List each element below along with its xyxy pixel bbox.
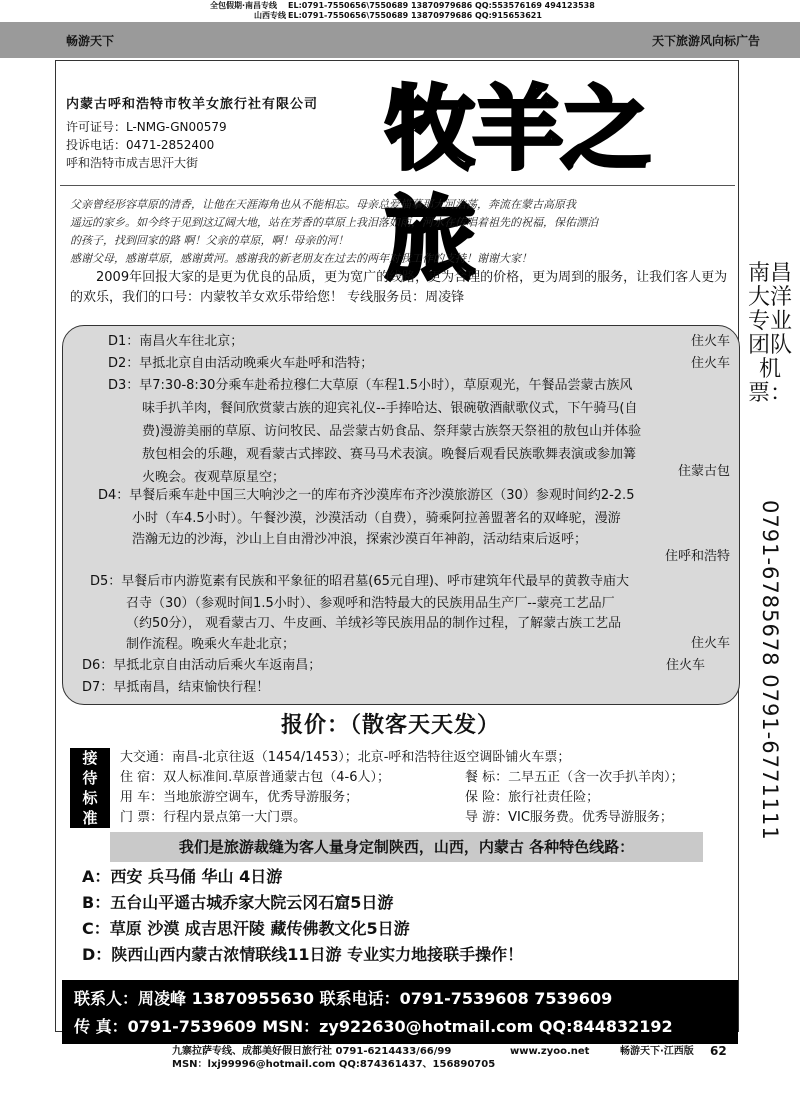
itinerary-d5-line3: （约50分）， 观看蒙古刀、牛皮画、羊绒衫等民族用品的制作过程，了解蒙古族工艺品 [126,616,622,631]
hotline-label-2: 山西专线 [254,11,286,20]
side-ad-title: 南昌大洋专业团队机票： [747,261,792,406]
stay-d3: 住蒙古包 [677,464,730,479]
stay-d6: 住火车 [665,658,705,673]
itinerary-d5-line4: 制作流程。晚乘火车赴北京； [126,637,296,652]
itinerary-d2: D2：早抵北京自由活动晚乘火车赴呼和浩特； [108,356,374,371]
complaint-phone: 投诉电话：0471-2852400 [66,138,215,152]
itinerary-d3-line5: 火晚会。夜观草原星空； [142,470,286,485]
stay-d1: 住火车 [690,334,730,349]
top-hotline-strip [0,0,800,22]
hotline-2: EL:0791-7550656\7550689 13870979686 QQ:915653621 [288,11,542,20]
hotline-1: EL:0791-7550656\7550689 13870979686 QQ:553576169 494123538 [288,1,595,10]
contact-line-2: 传 真：0791-7539609 MSN：zy922630@hotmail.com QQ:844832192 [74,1017,673,1036]
license-number: 许可证号：L-NMG-GN00579 [66,120,227,134]
poem-line-3: 的孩子，找到回家的路 啊！父亲的草原，啊！母亲的河！ [70,234,349,247]
price-title: 报价：（散客天天发） [281,713,501,738]
section-header-bar [0,22,800,58]
side-ad-numbers: 0791-6785678 0791-6771111 [758,500,782,841]
poem-line-4: 感谢父母，感谢草原，感谢黄河。感谢我的新老朋友在过去的两年对我工作的支持！谢谢大家！ [70,252,532,265]
std-insurance: 保 险：旅行社责任险； [465,790,600,805]
stay-d5: 住火车 [690,636,730,651]
brand-logo: 牧羊之旅 [385,77,649,292]
company-name: 内蒙古呼和浩特市牧羊女旅行社有限公司 [66,97,319,112]
company-address: 呼和浩特市成吉思汗大街 [66,156,199,170]
itinerary-d4-line3: 浩瀚无边的沙海，沙山上自由滑沙冲浪，探索沙漠百年神韵，活动结束后返呼； [132,532,588,547]
custom-routes-banner: 我们是旅游裁缝为客人量身定制陕西，山西，内蒙古 各种特色线路： [110,832,703,862]
std-transport: 大交通：南昌-北京往返（1454/1453）；北京-呼和浩特往返空调卧铺火车票； [120,750,571,765]
std-guide: 导 游：VIC服务费。优秀导游服务； [465,810,673,825]
itinerary-d5-line1: D5：早餐后市内游览素有民族和平象征的昭君墓(65元自理)、呼市建筑年代最早的黄教寺庙大 [90,574,629,589]
footer-site: www.zyoo.net [510,1046,590,1057]
poem-line-2: 遥远的家乡。如今终于见到这辽阔大地，站在芳香的草原上我泪落如雨，河水在传唱着祖先的祝福，保佑漂泊 [70,216,598,229]
route-d: D：陕西山西内蒙古浓情联线11日游 专业实力地接联手操作！ [82,945,524,964]
page-number: 62 [710,1044,727,1058]
side-ad-numbers-wrap [745,500,795,840]
section-title-left: 畅游天下 [66,34,115,48]
std-tickets: 门 票：行程内景点第一大门票。 [120,810,307,825]
itinerary-d4-line2: 小时（车4.5小时）。午餐沙漠，沙漠活动（自费），骑乘阿拉善盟著名的双峰驼，漫游 [132,511,621,526]
stay-d2: 住火车 [690,356,730,371]
footer-line-2: MSN：lxj99996@hotmail.com QQ:874361437、156890705 [172,1059,496,1070]
standards-badge [70,748,110,828]
itinerary-d3-line4: 敖包相会的乐趣，观看蒙古式摔跤、赛马马术表演。晚餐后观看民族歌舞表演或参加篝 [142,447,637,462]
std-lodging: 住 宿：双人标准间.草原普通蒙古包（4-6人）； [120,770,390,785]
stay-d4: 住呼和浩特 [664,549,730,564]
route-b: B：五台山平遥古城乔家大院云冈石窟5日游 [82,893,394,912]
std-vehicle: 用 车：当地旅游空调车，优秀导游服务； [120,790,359,805]
intro-paragraph: 2009年回报大家的是更为优良的品质，更为宽广的线路，更为合理的价格，更为周到的服务，让我们客人更为的欢乐，我们的口号：内蒙牧羊女欢乐带给您！ 专线服务员：周凌锋 [70,270,728,305]
itinerary-d3-line1: D3：早7:30-8:30分乘车赴希拉穆仁大草原（车程1.5小时），草原观光，午餐品尝蒙古族风 [108,378,633,393]
itinerary-d5-line2: 召寺（30）（参观时间1.5小时）、参观呼和浩特最大的民族用品生产厂--蒙亮工艺品厂 [126,596,615,611]
footer-line-1: 九寨拉萨专线、成都美好假日旅行社 0791-6214433/66/99 [172,1046,452,1057]
standards-badge-text: 接待标准 [82,749,98,827]
itinerary-d1: D1：南昌火车往北京； [108,334,244,349]
divider [60,185,735,187]
poem-line-1: 父亲曾经形容草原的清香，让他在天涯海角也从不能相忘。母亲总爱描摹那大河浩荡，奔流在蒙古高原我 [70,198,576,211]
contact-line-1: 联系人：周凌峰 13870955630 联系电话：0791-7539608 7539609 [74,989,613,1008]
route-a: A：西安 兵马俑 华山 4日游 [82,867,283,886]
section-title-right: 天下旅游风向标广告 [651,34,760,48]
itinerary-d3-line3: 费)漫游美丽的草原、访问牧民、品尝蒙古奶食品、祭拜蒙古族祭天祭祖的敖包山并体验 [142,424,642,439]
route-c: C：草原 沙漠 成吉思汗陵 藏传佛教文化5日游 [82,919,410,938]
footer-brand: 畅游天下·江西版 [620,1046,694,1057]
std-meals: 餐 标：二早五正（含一次手扒羊肉）； [465,770,684,785]
itinerary-d7: D7：早抵南昌，结束愉快行程！ [82,680,270,695]
hotline-label-1: 全包假期·南昌专线 [210,1,278,10]
itinerary-d4-line1: D4：早餐后乘车赴中国三大响沙之一的库布齐沙漠库布齐沙漠旅游区（30）参观时间约2-2.5 [98,488,635,503]
itinerary-d6: D6：早抵北京自由活动后乘火车返南昌； [82,658,322,673]
itinerary-d3-line2: 味手扒羊肉，餐间欣赏蒙古族的迎宾礼仪--手捧哈达、银碗敬酒献歌仪式，下午骑马(自 [142,401,638,416]
contact-bar [62,980,738,1044]
